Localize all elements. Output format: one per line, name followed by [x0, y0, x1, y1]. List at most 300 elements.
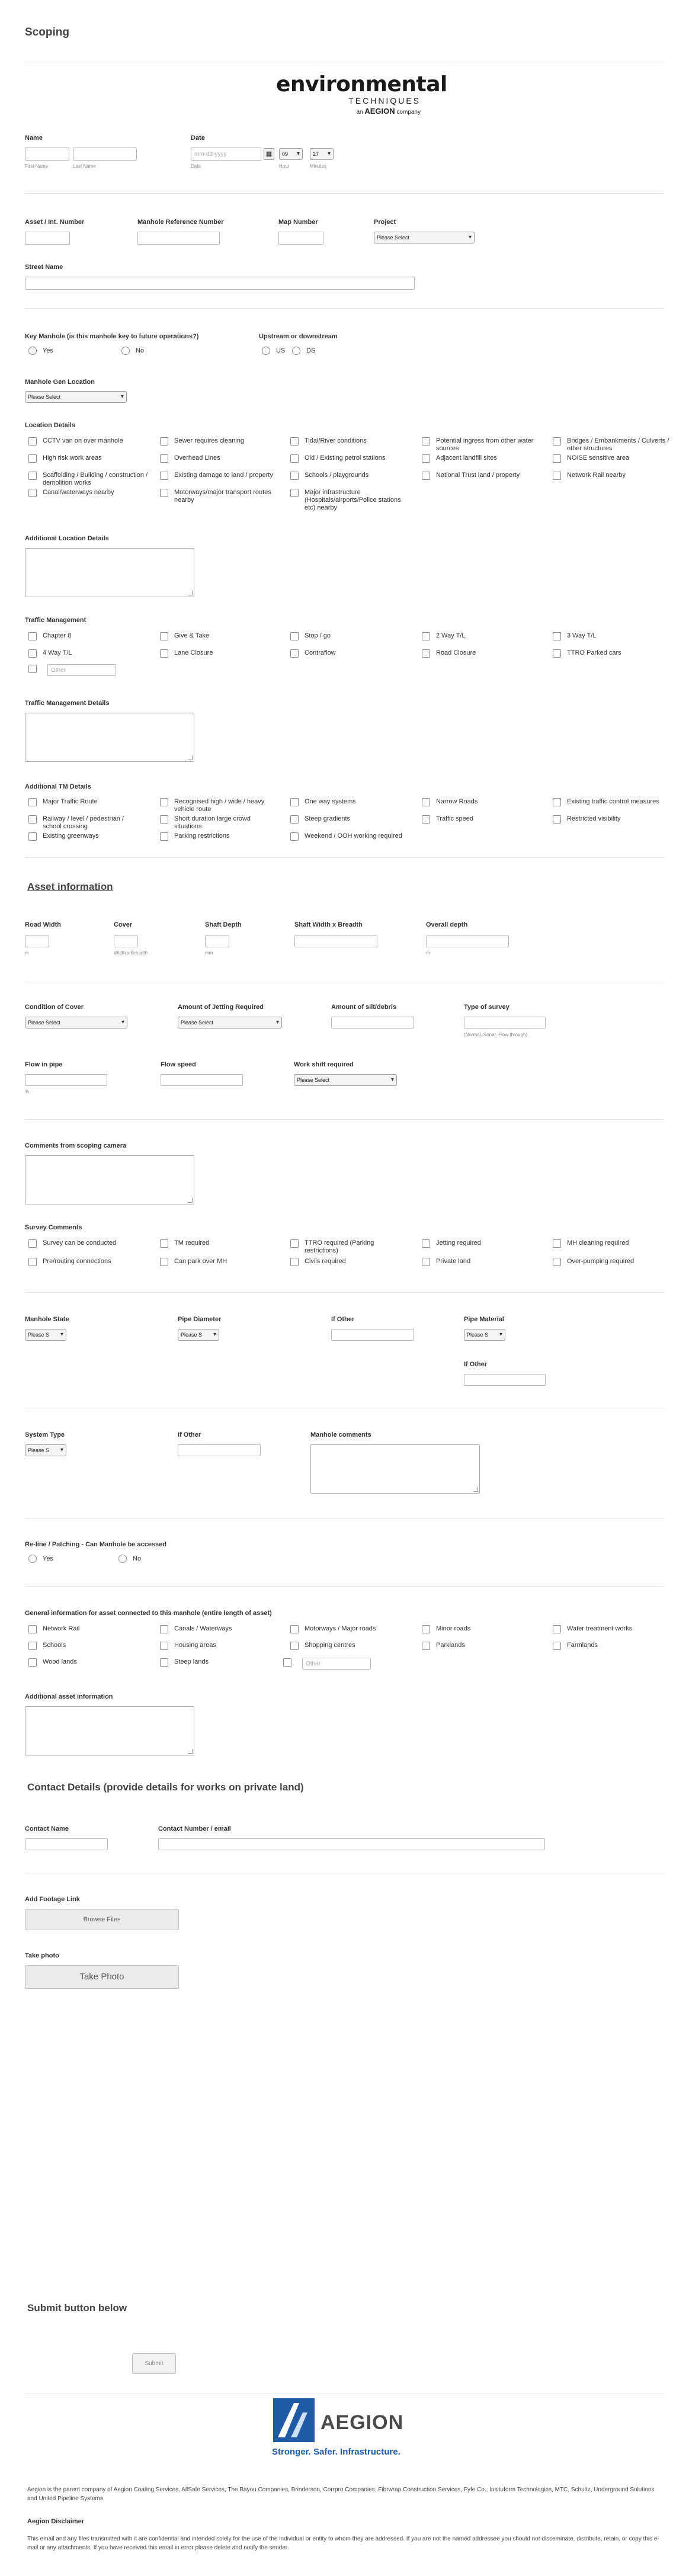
footer-logo-text: AEGION — [321, 2411, 404, 2434]
additional-tm-checkbox-8[interactable] — [422, 815, 537, 824]
traffic-option-label: 2 Way T/L — [436, 632, 466, 639]
manhole-comments-textarea[interactable] — [310, 1444, 480, 1494]
checkbox-box[interactable] — [28, 454, 37, 463]
traffic-option-label: TTRO Parked cars — [567, 649, 621, 656]
traffic-checkbox-8[interactable] — [422, 649, 543, 658]
take-photo-button[interactable]: Take Photo — [25, 1965, 179, 1989]
checkbox-box[interactable] — [160, 1658, 168, 1667]
general-option-label: Farmlands — [567, 1642, 598, 1649]
system-type-select[interactable]: Please S ▾ — [25, 1444, 66, 1456]
checkbox-box[interactable] — [28, 1642, 37, 1650]
jetting-select[interactable]: Please Select ▾ — [178, 1017, 282, 1029]
minute-sublabel: Minutes — [310, 164, 327, 169]
map-number-label: Map Number — [278, 219, 318, 226]
checkbox-box[interactable] — [160, 1239, 168, 1248]
first-name-input[interactable] — [25, 148, 69, 161]
location-option-label: Motorways/major transport routes nearby — [174, 489, 271, 504]
checkbox-box[interactable] — [290, 472, 299, 480]
survey-option-label: Jetting required — [436, 1239, 481, 1247]
traffic-checkbox-1[interactable] — [160, 632, 281, 640]
additional-tm-option-label: Railway / level / pedestrian / school crossing — [43, 815, 124, 830]
checkbox-box[interactable] — [422, 437, 430, 446]
additional-tm-checkbox-3[interactable] — [422, 798, 537, 806]
checkbox-box[interactable] — [422, 454, 430, 463]
additional-location-label: Additional Location Details — [25, 535, 109, 542]
shaft-depth-label: Shaft Depth — [205, 921, 242, 928]
survey-option-label: Civils required — [305, 1258, 346, 1265]
checkbox-box[interactable] — [553, 1239, 561, 1248]
logo-line3-suffix: company — [396, 109, 421, 116]
checkbox-box[interactable] — [28, 489, 37, 497]
hour-sublabel: Hour — [279, 164, 290, 169]
additional-tm-checkbox-9[interactable] — [553, 815, 668, 824]
system-type-other-input[interactable] — [178, 1444, 261, 1456]
checkbox-box[interactable] — [28, 472, 37, 480]
traffic-checkbox-4[interactable] — [553, 632, 674, 640]
general-other-input[interactable] — [302, 1658, 371, 1670]
general-checkbox-1[interactable] — [160, 1625, 275, 1633]
additional-tm-checkbox-0[interactable] — [28, 798, 143, 806]
additional-tm-option-label: Weekend / OOH working required — [305, 832, 402, 840]
general-checkbox-5[interactable] — [28, 1642, 143, 1650]
checkbox-box[interactable] — [290, 1642, 299, 1650]
checkbox-box[interactable] — [160, 798, 168, 806]
additional-tm-checkbox-6[interactable] — [160, 815, 275, 831]
location-option-label: Tidal/River conditions — [305, 437, 367, 444]
survey-checkbox-0[interactable] — [28, 1239, 143, 1248]
general-option-label: Minor roads — [436, 1625, 471, 1632]
additional-tm-option-label: Major Traffic Route — [43, 798, 98, 805]
last-name-input[interactable] — [73, 148, 137, 161]
checkbox-box[interactable] — [28, 649, 37, 658]
road-width-input[interactable] — [25, 935, 49, 947]
survey-checkbox-6[interactable] — [160, 1258, 275, 1266]
location-checkbox-8[interactable] — [422, 454, 543, 463]
survey-option-label: Private land — [436, 1258, 471, 1265]
location-option-label: Old / Existing petrol stations — [305, 454, 386, 462]
reline-label: Re-line / Patching - Can Manhole be accessed — [25, 1541, 167, 1548]
logo-line2: TECHNIQUES — [348, 96, 421, 105]
additional-tm-option-label: Parking restrictions — [174, 832, 230, 840]
checkbox-box[interactable] — [160, 437, 168, 446]
traffic-option-label: Road Closure — [436, 649, 476, 656]
additional-tm-checkbox-5[interactable] — [28, 815, 143, 831]
location-checkbox-3[interactable] — [422, 437, 543, 453]
checkbox-box[interactable] — [553, 1642, 561, 1650]
location-checkbox-15[interactable] — [28, 489, 149, 497]
checkbox-box[interactable] — [290, 489, 299, 497]
traffic-checkbox-6[interactable] — [160, 649, 281, 658]
general-checkbox-10[interactable] — [28, 1658, 143, 1667]
date-sublabel: Date — [191, 164, 201, 169]
survey-checkbox-8[interactable] — [422, 1258, 537, 1266]
project-label: Project — [374, 219, 396, 226]
road-width-sublabel: m — [25, 950, 29, 956]
location-option-label: CCTV van on over manhole — [43, 437, 123, 444]
work-shift-label: Work shift required — [294, 1061, 354, 1068]
divider — [25, 193, 664, 194]
location-option-label: NOISE sensitive area — [567, 454, 630, 462]
survey-checkbox-4[interactable] — [553, 1239, 668, 1248]
checkbox-box[interactable] — [290, 1239, 299, 1248]
location-option-label: National Trust land / property — [436, 472, 520, 479]
checkbox-box[interactable] — [160, 472, 168, 480]
submit-heading: Submit button below — [27, 2302, 127, 2314]
survey-type-sublabel: (Normal, Sonar, Flow through) — [464, 1032, 528, 1037]
checkbox-box[interactable] — [160, 1625, 168, 1633]
footer-tagline: Stronger. Safer. Infrastructure. — [272, 2447, 400, 2457]
upstream-us-radio[interactable]: US — [262, 347, 285, 355]
additional-tm-option-label: Recognised high / wide / heavy vehicle route — [174, 798, 265, 813]
key-manhole-label: Key Manhole (is this manhole key to future operations?) — [25, 333, 199, 340]
traffic-checkbox-9[interactable] — [553, 649, 674, 658]
checkbox-box[interactable] — [290, 454, 299, 463]
location-details-label: Location Details — [25, 422, 75, 429]
shaft-width-label: Shaft Width x Breadth — [294, 921, 363, 928]
flow-speed-input[interactable] — [161, 1074, 243, 1086]
reline-no-radio[interactable]: No — [118, 1555, 141, 1563]
checkbox-box[interactable] — [160, 832, 168, 841]
manhole-gen-location-select[interactable]: Please Select ▾ — [25, 391, 127, 403]
general-checkbox-6[interactable] — [160, 1642, 275, 1650]
tm-other-checkbox[interactable] — [28, 665, 43, 673]
manhole-state-label: Manhole State — [25, 1316, 69, 1323]
checkbox-box[interactable] — [28, 832, 37, 841]
location-checkbox-13[interactable] — [422, 472, 543, 480]
traffic-option-label: Chapter 8 — [43, 632, 72, 639]
general-option-label: Schools — [43, 1642, 66, 1649]
reline-yes-radio[interactable]: Yes — [28, 1555, 53, 1563]
additional-tm-option-label: Existing traffic control measures — [567, 798, 659, 805]
checkbox-box[interactable] — [422, 472, 430, 480]
survey-checkbox-2[interactable] — [290, 1239, 405, 1255]
location-checkbox-1[interactable] — [160, 437, 281, 446]
traffic-checkbox-0[interactable] — [28, 632, 149, 640]
location-option-label: Scaffolding / Building / construction / demolition works — [43, 472, 148, 486]
manhole-state-select[interactable]: Please S ▾ — [25, 1329, 66, 1341]
checkbox-box[interactable] — [160, 649, 168, 658]
asset-info-heading: Asset information — [27, 881, 113, 892]
traffic-option-label: Give & Take — [174, 632, 210, 639]
location-checkbox-11[interactable] — [160, 472, 281, 480]
general-checkbox-7[interactable] — [290, 1642, 405, 1650]
condition-cover-select[interactable]: Please Select ▾ — [25, 1017, 127, 1029]
checkbox-box[interactable] — [160, 632, 168, 640]
cover-input[interactable] — [114, 935, 138, 947]
hour-select[interactable]: 09 ▾ — [279, 148, 303, 160]
logo-line3-prefix: an — [356, 109, 363, 116]
location-checkbox-9[interactable] — [553, 454, 674, 463]
pipe-material-other-input[interactable] — [464, 1374, 546, 1386]
checkbox-box[interactable] — [422, 649, 430, 658]
location-checkbox-7[interactable] — [290, 454, 411, 463]
checkbox-box[interactable] — [422, 815, 430, 824]
overall-depth-sublabel: m — [426, 950, 430, 956]
survey-option-label: Survey can be conducted — [43, 1239, 117, 1247]
date-label: Date — [191, 134, 205, 142]
checkbox-box[interactable] — [290, 832, 299, 841]
environmental-techniques-logo — [276, 72, 447, 118]
contact-name-label: Contact Name — [25, 1825, 69, 1832]
general-info-label: General information for asset connected to this manhole (entire length of asset) — [25, 1610, 272, 1617]
page-title: Scoping — [25, 26, 69, 39]
flow-in-pipe-label: Flow in pipe — [25, 1061, 63, 1068]
location-option-label: Schools / playgrounds — [305, 472, 369, 479]
survey-option-label: TTRO required (Parking restrictions) — [305, 1239, 374, 1254]
checkbox-box[interactable] — [422, 1625, 430, 1633]
traffic-checkbox-5[interactable] — [28, 649, 149, 658]
location-checkbox-0[interactable] — [28, 437, 149, 446]
checkbox-box[interactable] — [28, 1239, 37, 1248]
general-option-label: Network Rail — [43, 1625, 80, 1632]
additional-tm-option-label: Short duration large crowd situations — [174, 815, 251, 830]
divider — [25, 1292, 664, 1293]
tm-details-label: Traffic Management Details — [25, 700, 110, 707]
traffic-checkbox-7[interactable] — [290, 649, 411, 658]
additional-tm-checkbox-12[interactable] — [290, 832, 405, 841]
asset-number-label: Asset / Int. Number — [25, 219, 85, 226]
additional-tm-option-label: Narrow Roads — [436, 798, 478, 805]
contact-name-input[interactable] — [25, 1838, 108, 1850]
checkbox-box[interactable] — [290, 632, 299, 640]
key-manhole-no-radio[interactable]: No — [121, 347, 144, 355]
pipe-diameter-other-input[interactable] — [331, 1329, 414, 1341]
pipe-diameter-label: Pipe Diameter — [178, 1316, 222, 1323]
aegion-logo-mark-icon — [273, 2398, 315, 2442]
additional-tm-option-label: Existing greenways — [43, 832, 99, 840]
checkbox-box[interactable] — [553, 1625, 561, 1633]
submit-button[interactable]: Submit — [132, 2353, 176, 2374]
general-checkbox-0[interactable] — [28, 1625, 143, 1633]
contact-number-label: Contact Number / email — [158, 1825, 231, 1832]
additional-asset-label: Additional asset information — [25, 1693, 113, 1700]
survey-type-input[interactable] — [464, 1017, 546, 1029]
location-checkbox-2[interactable] — [290, 437, 411, 446]
survey-option-label: Can park over MH — [174, 1258, 227, 1265]
comments-camera-textarea[interactable] — [25, 1155, 194, 1204]
checkbox-box[interactable] — [290, 1258, 299, 1266]
general-checkbox-9[interactable] — [553, 1642, 668, 1650]
location-checkbox-12[interactable] — [290, 472, 411, 480]
minute-select[interactable]: 27 ▾ — [310, 148, 334, 160]
general-option-label: Parklands — [436, 1642, 465, 1649]
location-checkbox-6[interactable] — [160, 454, 281, 463]
cover-label: Cover — [114, 921, 133, 928]
general-option-label: Canals / Waterways — [174, 1625, 232, 1632]
street-name-input[interactable] — [25, 277, 415, 290]
general-option-label: Water treatment works — [567, 1625, 633, 1632]
location-checkbox-5[interactable] — [28, 454, 149, 463]
silt-input[interactable] — [331, 1017, 414, 1029]
checkbox-box[interactable] — [553, 815, 561, 824]
checkbox-box[interactable] — [422, 798, 430, 806]
location-option-label: Bridges / Embankments / Culverts / other structures — [567, 437, 669, 452]
manhole-ref-input[interactable] — [137, 232, 220, 245]
overall-depth-input[interactable] — [426, 935, 509, 947]
checkbox-box[interactable] — [28, 815, 37, 824]
contact-number-input[interactable] — [158, 1838, 545, 1850]
general-checkbox-2[interactable] — [290, 1625, 405, 1633]
additional-asset-textarea[interactable] — [25, 1706, 194, 1755]
checkbox-box[interactable] — [290, 798, 299, 806]
upstream-ds-radio[interactable]: DS — [292, 347, 315, 355]
traffic-checkbox-2[interactable] — [290, 632, 411, 640]
additional-tm-checkbox-1[interactable] — [160, 798, 275, 813]
upstream-label: Upstream or downstream — [259, 333, 338, 340]
location-option-label: Canal/waterways nearby — [43, 489, 114, 496]
pipe-material-label: Pipe Material — [464, 1316, 504, 1323]
checkbox-box[interactable] — [422, 1239, 430, 1248]
calendar-icon[interactable]: ▦ — [264, 148, 274, 160]
logo-line3-brand: AEGION — [364, 107, 395, 116]
checkbox-box[interactable] — [422, 632, 430, 640]
traffic-option-label: 3 Way T/L — [567, 632, 597, 639]
survey-comments-label: Survey Comments — [25, 1224, 82, 1231]
survey-type-label: Type of survey — [464, 1004, 509, 1011]
checkbox-box[interactable] — [28, 632, 37, 640]
checkbox-box[interactable] — [160, 815, 168, 824]
checkbox-box[interactable] — [28, 437, 37, 446]
pipe-diameter-select[interactable]: Please S ▾ — [178, 1329, 219, 1341]
cover-sublabel: Width x Breadth — [114, 950, 148, 956]
checkbox-box[interactable] — [160, 454, 168, 463]
location-checkbox-16[interactable] — [160, 489, 281, 504]
survey-option-label: Pre/routing connections — [43, 1258, 111, 1265]
divider — [25, 857, 664, 858]
additional-location-textarea[interactable] — [25, 548, 194, 597]
additional-tm-option-label: One way systems — [305, 798, 356, 805]
general-checkbox-11[interactable] — [160, 1658, 275, 1667]
survey-checkbox-3[interactable] — [422, 1239, 537, 1248]
logo-brand: environmental — [276, 72, 447, 97]
checkbox-box[interactable] — [422, 1258, 430, 1266]
general-checkbox-4[interactable] — [553, 1625, 668, 1633]
name-label: Name — [25, 134, 43, 142]
traffic-checkbox-3[interactable] — [422, 632, 543, 640]
tm-other-input[interactable] — [47, 664, 116, 676]
additional-tm-label: Additional TM Details — [25, 783, 91, 790]
survey-option-label: MH cleaning required — [567, 1239, 629, 1247]
pipe-material-select[interactable]: Please S ▾ — [464, 1329, 505, 1341]
additional-tm-checkbox-4[interactable] — [553, 798, 668, 806]
flow-in-pipe-input[interactable] — [25, 1074, 107, 1086]
location-option-label: Sewer requires cleaning — [174, 437, 245, 444]
road-width-label: Road Width — [25, 921, 61, 928]
checkbox-box[interactable] — [28, 1658, 37, 1667]
work-shift-select[interactable]: Please Select ▾ — [294, 1074, 397, 1086]
survey-checkbox-7[interactable] — [290, 1258, 405, 1266]
survey-checkbox-1[interactable] — [160, 1239, 275, 1248]
checkbox-box[interactable] — [290, 649, 299, 658]
manhole-gen-location-label: Manhole Gen Location — [25, 379, 95, 386]
checkbox-box[interactable] — [290, 437, 299, 446]
checkbox-box[interactable] — [553, 1258, 561, 1266]
first-name-sublabel: First Name — [25, 164, 49, 169]
comments-camera-label: Comments from scoping camera — [25, 1142, 127, 1149]
system-type-other-label: If Other — [178, 1431, 201, 1438]
additional-tm-checkbox-2[interactable] — [290, 798, 405, 806]
checkbox-box[interactable] — [160, 489, 168, 497]
manhole-comments-label: Manhole comments — [310, 1431, 371, 1438]
checkbox-box[interactable] — [553, 649, 561, 658]
map-number-input[interactable] — [278, 232, 323, 245]
divider — [25, 1586, 664, 1587]
additional-tm-checkbox-11[interactable] — [160, 832, 275, 841]
shaft-width-input[interactable] — [294, 935, 377, 947]
additional-tm-checkbox-7[interactable] — [290, 815, 405, 824]
disclaimer-text: This email and any files transmitted with it are confidential and intended solely for the use of the individual or entity to whom they are addressed. If you are not the named addressee you should not disseminate, distribute, retain, or copy this e-mail or any attachments. If you have received this email in error please delete and notify the sender. — [27, 2536, 659, 2551]
checkbox-box[interactable] — [160, 1642, 168, 1650]
general-option-label: Motorways / Major roads — [305, 1625, 376, 1632]
survey-option-label: TM required — [174, 1239, 210, 1247]
browse-files-button[interactable]: Browse Files — [25, 1909, 179, 1930]
disclaimer-heading: Aegion Disclaimer — [27, 2518, 84, 2525]
survey-checkbox-5[interactable] — [28, 1258, 143, 1266]
shaft-depth-input[interactable] — [205, 935, 229, 947]
checkbox-box[interactable] — [553, 454, 561, 463]
checkbox-box[interactable] — [28, 1258, 37, 1266]
shaft-depth-sublabel: mm — [205, 950, 213, 956]
location-option-label: Existing damage to land / property — [174, 472, 273, 479]
general-option-label: Steep lands — [174, 1658, 209, 1665]
location-checkbox-4[interactable] — [553, 437, 674, 453]
asset-number-input[interactable] — [25, 232, 70, 245]
location-option-label: Network Rail nearby — [567, 472, 626, 479]
pipe-material-other-label: If Other — [464, 1361, 488, 1368]
general-checkbox-8[interactable] — [422, 1642, 537, 1650]
contact-heading: Contact Details (provide details for works on private land) — [27, 1782, 304, 1793]
traffic-option-label: Contraflow — [305, 649, 336, 656]
project-select[interactable]: Please Select ▾ — [374, 232, 475, 243]
checkbox-box[interactable] — [422, 1642, 430, 1650]
location-checkbox-17[interactable] — [290, 489, 411, 512]
general-other-checkbox[interactable] — [283, 1658, 297, 1667]
location-option-label: High risk work areas — [43, 454, 102, 462]
checkbox-box[interactable] — [160, 1258, 168, 1266]
location-option-label: Overhead Lines — [174, 454, 220, 462]
traffic-option-label: Stop / go — [305, 632, 331, 639]
traffic-management-label: Traffic Management — [25, 617, 86, 624]
key-manhole-yes-radio[interactable]: Yes — [28, 347, 53, 355]
checkbox-box[interactable] — [553, 437, 561, 446]
checkbox-box[interactable] — [290, 815, 299, 824]
checkbox-box[interactable] — [553, 632, 561, 640]
flow-speed-label: Flow speed — [161, 1061, 196, 1068]
tm-details-textarea[interactable] — [25, 713, 194, 762]
divider — [25, 1119, 664, 1120]
date-input[interactable] — [191, 148, 261, 161]
checkbox-box[interactable] — [28, 1625, 37, 1633]
additional-tm-checkbox-10[interactable] — [28, 832, 143, 841]
divider — [25, 308, 664, 309]
system-type-label: System Type — [25, 1431, 65, 1438]
checkbox-box[interactable] — [553, 472, 561, 480]
traffic-option-label: Lane Closure — [174, 649, 213, 656]
location-checkbox-14[interactable] — [553, 472, 674, 480]
general-checkbox-3[interactable] — [422, 1625, 537, 1633]
traffic-option-label: 4 Way T/L — [43, 649, 72, 656]
pipe-diameter-other-label: If Other — [331, 1316, 355, 1323]
checkbox-box[interactable] — [290, 1625, 299, 1633]
checkbox-box[interactable] — [28, 798, 37, 806]
checkbox-box[interactable] — [553, 798, 561, 806]
location-option-label: Major infrastructure (Hospitals/airports/Police stations etc) nearby — [305, 489, 401, 511]
location-checkbox-10[interactable] — [28, 472, 149, 487]
survey-checkbox-9[interactable] — [553, 1258, 668, 1266]
jetting-label: Amount of Jetting Required — [178, 1004, 264, 1011]
flow-in-pipe-sublabel: % — [25, 1089, 30, 1094]
additional-tm-option-label: Traffic speed — [436, 815, 473, 822]
